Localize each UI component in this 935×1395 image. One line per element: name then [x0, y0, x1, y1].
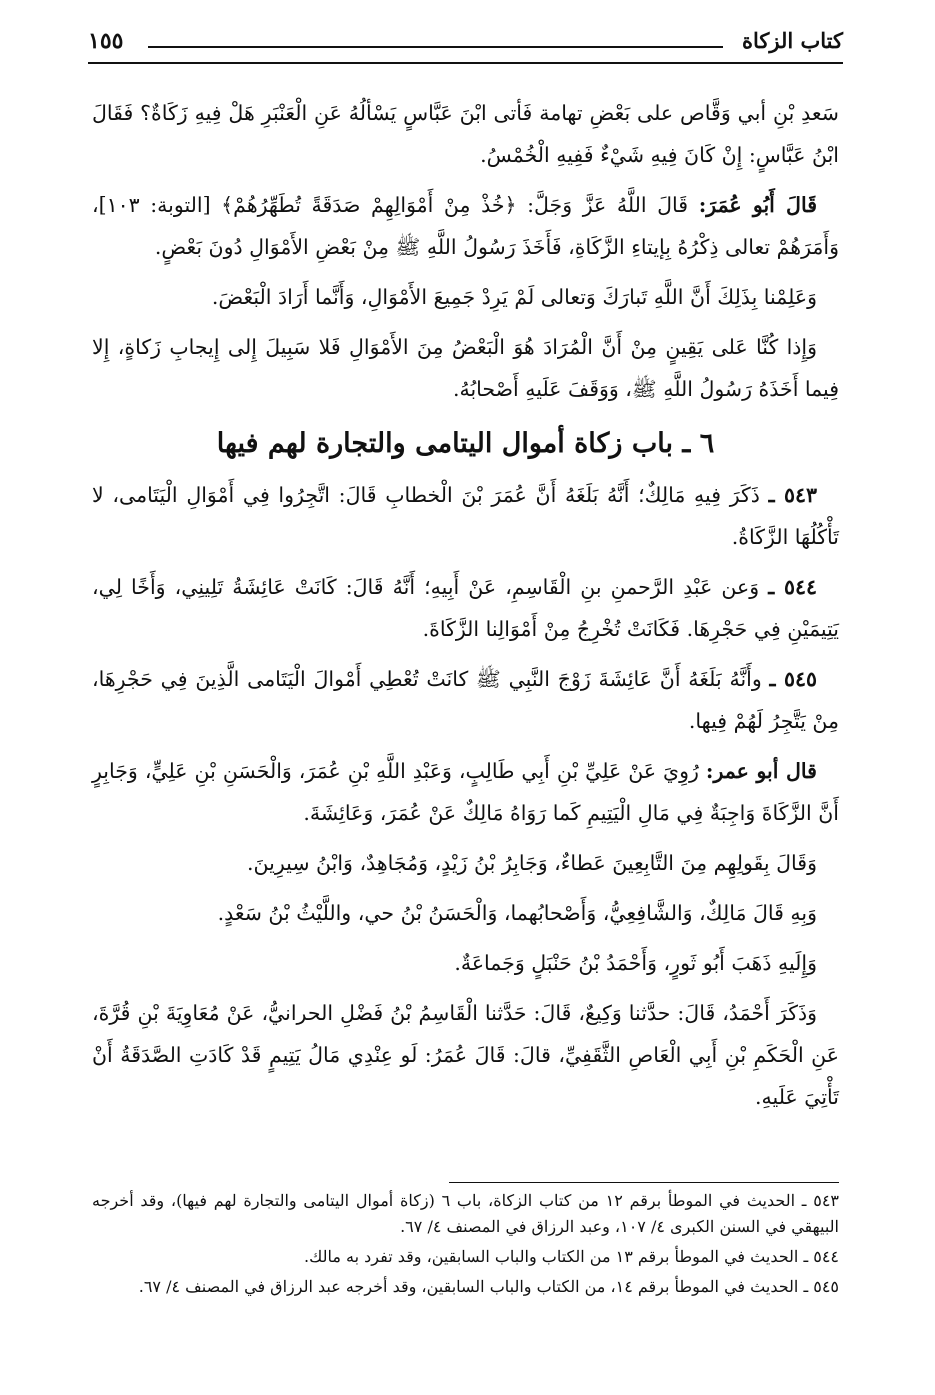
- speaker-label: قَالَ أَبُو عُمَرَ:: [698, 193, 817, 217]
- footnote: ٥٤٥ ـ الحديث في الموطأ برقم ١٤، من الكتاب والباب السابقين، وقد أخرجه عبد الرزاق في المصنف ٤/ ٦٧.: [138, 1277, 839, 1296]
- hadith-entry: [92, 658, 839, 742]
- running-header: [88, 28, 843, 62]
- paragraph: وَإِذا كُنَّا عَلى يَقِينٍ مِنْ أَنَّ الْمُرَادَ هُوَ الْبَعْضُ مِنَ الأَمْوَالِ فَلا سَبِيلَ إِلى إِيجابِ زَكاةٍ، إِلا فِيما أَخَذَهُ رَسُولُ اللَّهِ ﷺ، وَوَقَفَ عَلَيهِ أَصْحابُهُ.: [92, 335, 839, 401]
- header-rule: [148, 46, 723, 48]
- paragraph: وَذَكَرَ أَحْمَدُ، قَالَ: حدَّثنا وَكِيعٌ، قَالَ: حَدَّثنا الْقَاسِمُ بْنُ فَضْلِ الحرانيُّ، عَنْ مُعَاوِيَةَ بْنِ قُرَّةَ، عَنِ الْحَكَمِ بْنِ أَبِي الْعَاصِ الثَّقَفِيِّ، قالَ: قَالَ عُمَرُ: لَو عِنْدِي مَالُ يَتِيمٍ قَدْ كَادَتِ الصَّدَقَةُ أَنْ تَأْتِيَ عَلَيهِ.: [92, 1001, 839, 1109]
- hadith-entry: [92, 474, 839, 558]
- chapter-heading: ٦ ـ باب زكاة أموال اليتامى والتجارة لهم فيها: [216, 428, 715, 459]
- paragraph: وَإِلَيهِ ذَهَبَ أَبُو ثَورٍ، وَأَحْمَدُ بْنُ حَنْبَلٍ وَجَماعَةٌ.: [454, 951, 817, 975]
- hadith-text: ذَكَرَ فِيهِ مَالِكٌ؛ أَنَّهُ بَلَغَهُ أَنَّ عُمَرَ بْنَ الْخطابِ قَالَ: اتَّجِرُوا فِي أَمْوَالِ الْيَتَامى، لا تَأْكُلُهَا الزَّكَاةُ.: [92, 483, 839, 549]
- footnotes: [92, 1188, 839, 1304]
- hadith-text: وَعن عَبْدِ الرَّحمنِ بنِ الْقَاسِمِ، عَنْ أَبِيهِ؛ أَنَّهُ قَالَ: كَانَتْ عَائِشَةُ تَلِينِي، وَأَخًا لِي، يَتِيمَيْنِ فِي حَجْرِهَا. فَكَانَتْ تُخْرِجُ مِنْ أَمْوَالِنا الزَّكَاةَ.: [92, 575, 839, 641]
- footnote: ٥٤٤ ـ الحديث في الموطأ برقم ١٣ من الكتاب والباب السابقين، وقد تفرد به مالك.: [304, 1247, 839, 1266]
- main-text: [92, 92, 839, 1126]
- paragraph: [92, 750, 839, 834]
- hadith-number: ٥٤٤ ـ: [768, 575, 817, 599]
- paragraph-text: قَالَ اللَّهُ عَزَّ وَجَلَّ: ﴿خُذْ مِنْ أَمْوَالِهِمْ صَدَقَةً تُطَهِّرُهُمْ﴾ [التوبة: ١٠٣]، وَأَمَرَهُمْ تعالى ذِكْرُهُ بِإيتاءِ الزَّكَاةِ، فَأَخَذَ رَسُولُ اللَّهِ ﷺ مِنْ بَعْضِ الأَمْوَالِ دُونَ بَعْضٍ.: [92, 193, 839, 259]
- paragraph: [92, 184, 839, 268]
- book-title: كتاب الزكاة: [741, 28, 843, 53]
- paragraph-text: رُوِيَ عَنْ عَلِيِّ بْنِ أَبِي طَالِبٍ، وَعَبْدِ اللَّهِ بْنِ عُمَرَ، وَالْحَسَنِ بْنِ عَلِيٍّ، وَجَابِرٍ أَنَّ الزَّكَاةَ وَاجِبَةٌ فِي مَالِ الْيَتِيمِ كَما رَوَاهُ مَالِكٌ عَنْ عُمَرَ، وَعَائِشَةَ.: [92, 759, 839, 825]
- paragraph: سَعدِ بْنِ أبي وَقَّاص على بَعْضِ تهامة فَأتى ابْنَ عَبَّاسٍ يَسْألُهُ عَنِ الْعَنْبَرِ هَلْ فِيهِ زَكَاةٌ؟ فَقَالَ ابْنُ عَبَّاسٍ: إِنْ كَانَ فِيهِ شَيْءٌ فَفِيهِ الْخُمْسُ.: [92, 101, 839, 167]
- page-number: ١٥٥: [88, 28, 124, 54]
- paragraph: وَبِهِ قَالَ مَالِكٌ، وَالشَّافِعِيُّ، وَأَصْحابُهما، وَالْحَسَنُ بْنُ حي، واللَّيْثُ بْنُ سَعْدٍ.: [217, 901, 817, 925]
- paragraph: وَقَالَ بِقَولِهِم مِنَ التَّابِعِينَ عَطاءٌ، وَجَابِرُ بْنُ زَيْدٍ، وَمُجَاهِدٌ، وَابْنُ سِيرِينَ.: [247, 851, 817, 875]
- hadith-number: ٥٤٣ ـ: [768, 483, 817, 507]
- footnote-rule: [449, 1182, 839, 1183]
- footnote: ٥٤٣ ـ الحديث في الموطأ برقم ١٢ من كتاب الزكاة، باب ٦ (زكاة أموال اليتامى والتجارة لهم فيها)، وقد أخرجه البيهقي في السنن الكبرى ٤/ ١٠٧، وعبد الرزاق في المصنف ٤/ ٦٧.: [92, 1191, 840, 1236]
- speaker-label: قال أبو عمر:: [705, 759, 817, 783]
- header-underline: [88, 62, 843, 64]
- hadith-number: ٥٤٥ ـ: [769, 667, 817, 691]
- hadith-entry: [92, 566, 839, 650]
- paragraph: وَعَلِمْنا بِذَلِكَ أَنَّ اللَّهِ تَبارَكَ وَتعالى لَمْ يَرِدْ جَمِيعَ الأَمْوَالِ، وَأَنَّما أَرَادَ الْبَعْضَ.: [211, 285, 817, 309]
- hadith-text: وأَنَّهُ بَلَغَهُ أَنَّ عَائِشَةَ زَوْجَ النَّبِي ﷺ كانَتْ تُعْطِي أَمْوالَ الْيَتَامى الَّذِينَ فِي حَجْرِهَا، مِنْ يَتَّجِرُ لَهُمْ فِيها.: [92, 667, 839, 733]
